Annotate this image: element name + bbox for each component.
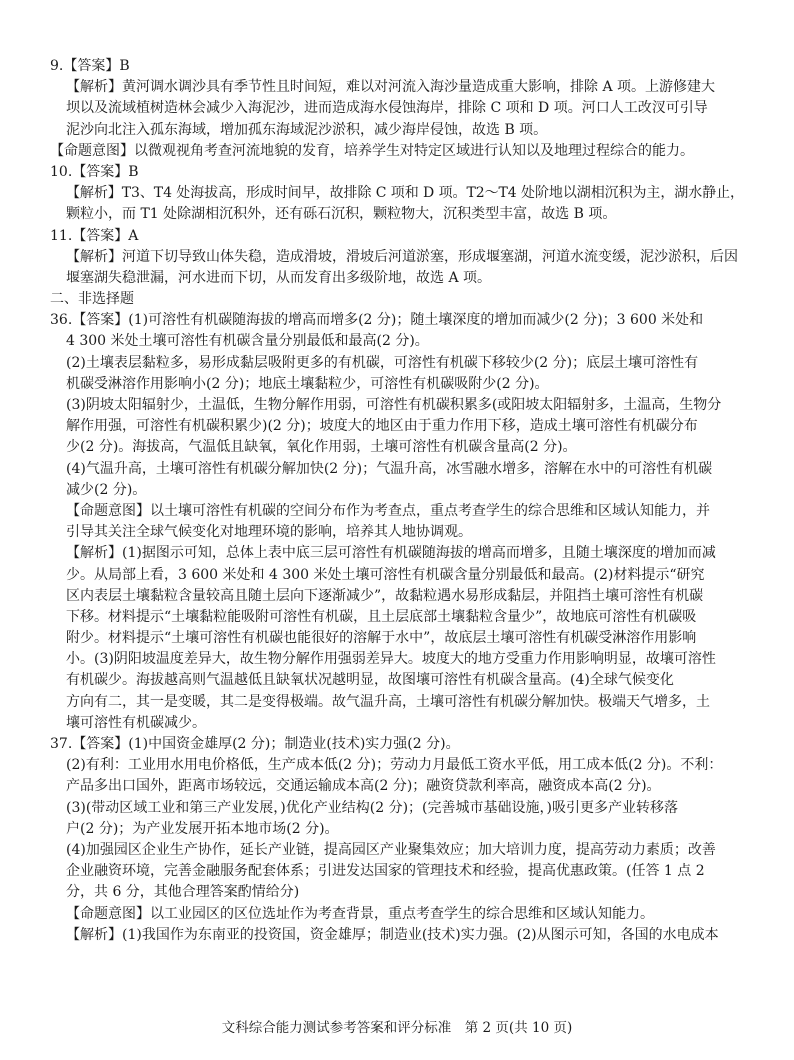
text-line — [0, 247, 794, 268]
line-text: 【解析】T3、T4 处海拔高，形成时间早，故排除 C 项和 D 项。T2～T4 处阶地以湖相沉积为主，湖水静止， — [66, 185, 744, 202]
line-text: 36.【答案】(1)可溶性有机碳随海拔的增高而增多(2 分)；随土壤深度的增加而减少(2 分)；3 600 米处和 — [50, 312, 704, 329]
line-text: 11.【答案】A — [50, 227, 139, 244]
text-line — [0, 56, 794, 77]
line-text: 二、非选择题 — [50, 291, 134, 308]
line-text: 壤可溶性有机碳减少。 — [66, 714, 206, 731]
text-line — [0, 819, 794, 840]
line-text: 泥沙向北注入孤东海域，增加孤东海域泥沙淤积，减少海岸侵蚀，故选 B 项。 — [66, 121, 548, 138]
text-line — [0, 141, 794, 162]
text-line — [0, 798, 794, 819]
text-line — [0, 331, 794, 352]
page-footer: 文科综合能力测试参考答案和评分标准 第 2 页(共 10 页) — [221, 1020, 573, 1036]
line-text: 少。从局部上看，3 600 米处和 4 300 米处土壤可溶性有机碳含量分别最低和最高。(2)材料提示“研究 — [66, 566, 705, 583]
line-text: 【命题意图】以微观视角考查河流地貌的发育，培养学生对特定区域进行认知以及地理过程综合的能力。 — [50, 142, 694, 159]
line-text: 分，共 6 分，其他合理答案酌情给分) — [66, 884, 300, 901]
line-text: 引导其关注全球气候变化对地理环境的影响，培养其人地协调观。 — [66, 524, 472, 541]
line-text: 【解析】(1)我国作为东南亚的投资国，资金雄厚；制造业(技术)实力强。(2)从图示可知，各国的水电成本 — [66, 926, 719, 943]
answer-content — [0, 56, 794, 946]
line-text: 颗粒小，而 T1 处除湖相沉积外，还有砾石沉积，颗粒物大，沉积类型丰富，故选 B 项。 — [66, 206, 617, 223]
line-text: 【命题意图】以土壤可溶性有机碳的空间分布作为考查点，重点考查学生的综合思维和区域认知能力，并 — [66, 502, 710, 519]
line-text: 9.【答案】B — [50, 58, 130, 74]
line-text: 小。(3)阴阳坡温度差异大，故生物分解作用强弱差异大。坡度大的地方受重力作用影响明显，故壤可溶性 — [66, 651, 716, 668]
text-line — [0, 904, 794, 925]
line-text: 堰塞湖失稳泄漏，河水进而下切，从而发育出多级阶地，故选 A 项。 — [66, 269, 492, 286]
text-line — [0, 628, 794, 649]
line-text: (3)(带动区域工业和第三产业发展，)优化产业结构(2 分)；(完善城市基础设施，)吸引更多产业转移落 — [66, 799, 678, 816]
line-text: 附少。材料提示“土壤可溶性有机碳也能很好的溶解于水中”，故底层土壤可溶性有机碳受淋溶作用影响 — [66, 630, 697, 647]
line-text: 解作用强，可溶性有机碳积累少)(2 分)；坡度大的地区由于重力作用下移，造成土壤可溶性有机碳分布 — [66, 418, 698, 435]
text-line — [0, 713, 794, 734]
line-text: 【命题意图】以工业园区的区位选址作为考查背景，重点考查学生的综合思维和区域认知能力。 — [66, 905, 654, 922]
text-line — [0, 776, 794, 797]
text-line — [0, 310, 794, 331]
line-text: (4)气温升高，土壤可溶性有机碳分解加快(2 分)；气温升高，冰雪融水增多，溶解在水中的可溶性有机碳 — [66, 460, 713, 477]
line-text: 机碳受淋溶作用影响小(2 分)；地底土壤黏粒少，可溶性有机碳吸附少(2 分)。 — [66, 375, 549, 392]
text-line — [0, 734, 794, 755]
text-line — [0, 353, 794, 374]
text-line — [0, 670, 794, 691]
text-line — [0, 395, 794, 416]
text-line — [0, 480, 794, 501]
text-line — [0, 226, 794, 247]
text-line — [0, 649, 794, 670]
line-text: (2)土壤表层黏粒多，易形成黏层吸附更多的有机碳，可溶性有机碳下移较少(2 分)；底层土壤可溶性有 — [66, 354, 699, 371]
line-text: 【解析】黄河调水调沙具有季节性且时间短，难以对河流入海沙量造成重大影响，排除 A 项。上游修建大 — [66, 79, 716, 96]
line-text: 企业融资环境，完善金融服务配套体系；引进发达国家的管理技术和经验，提高优惠政策。(任答 1 点 2 — [66, 863, 705, 880]
text-line — [0, 98, 794, 119]
text-line — [0, 522, 794, 543]
text-line — [0, 840, 794, 861]
line-text: 户(2 分)；为产业发展开拓本地市场(2 分)。 — [66, 820, 339, 837]
text-line — [0, 204, 794, 225]
line-text: (4)加强园区企业生产协作，延长产业链，提高园区产业聚集效应；加大培训力度，提高劳动力素质；改善 — [66, 841, 716, 858]
text-line — [0, 861, 794, 882]
line-text: 4 300 米处土壤可溶性有机碳含量分别最低和最高(2 分)。 — [66, 333, 429, 350]
line-text: 减少(2 分)。 — [66, 481, 147, 498]
line-text: 37.【答案】(1)中国资金雄厚(2 分)；制造业(技术)实力强(2 分)。 — [50, 736, 460, 752]
text-line — [0, 416, 794, 437]
line-text: (2)有利：工业用水用电价格低，生产成本低(2 分)；劳动力月最低工资水平低，用工成本低(2 分)。不利： — [66, 757, 723, 774]
text-line — [0, 586, 794, 607]
line-text: 【解析】河道下切导致山体失稳，造成滑坡，滑坡后河道淤塞，形成堰塞湖，河道水流变缓，泥沙淤积，后因 — [66, 248, 738, 265]
text-line — [0, 607, 794, 628]
text-line — [0, 162, 794, 183]
line-text: 区内表层土壤黏粒含量较高且随土层向下逐渐减少”，故黏粒遇水易形成黏层，并阻挡土壤可溶性有机碳 — [66, 587, 704, 604]
text-line — [0, 543, 794, 564]
line-text: 少(2 分)。海拔高，气温低且缺氧，氧化作用弱，土壤可溶性有机碳含量高(2 分)。 — [66, 439, 577, 456]
line-text: (3)阴坡太阳辐射少，土温低，生物分解作用弱，可溶性有机碳积累多(或阳坡太阳辐射多，土温高，生物分 — [66, 397, 722, 413]
line-text: 下移。材料提示“土壤黏粒能吸附可溶性有机碳，且土层底部土壤黏粒含量少”，故地底可溶性有机碳吸 — [66, 608, 697, 625]
text-line — [0, 374, 794, 395]
line-text: 【解析】(1)据图示可知，总体上表中底三层可溶性有机碳随海拔的增高而增多，且随土壤深度的增加而减 — [66, 545, 716, 562]
text-line — [0, 459, 794, 480]
line-text: 坝以及流域植树造林会减少入海泥沙，进而造成海水侵蚀海岸，排除 C 项和 D 项。河口人工改汊可引导 — [66, 100, 708, 117]
line-text: 有机碳少。海拔越高则气温越低且缺氧状况越明显，故图壤可溶性有机碳含量高。(4)全球气候变化 — [66, 672, 674, 689]
text-line — [0, 268, 794, 289]
text-line — [0, 120, 794, 141]
text-line — [0, 565, 794, 586]
text-line — [0, 692, 794, 713]
line-text: 产品多出口国外，距离市场较远，交通运输成本高(2 分)；融资贷款利率高，融资成本高(2 分)。 — [66, 778, 661, 795]
text-line — [0, 183, 794, 204]
text-line — [0, 77, 794, 98]
text-line — [0, 289, 794, 310]
line-text: 10.【答案】B — [50, 163, 139, 180]
text-line — [0, 437, 794, 458]
text-line — [0, 755, 794, 776]
text-line — [0, 501, 794, 522]
text-line — [0, 925, 794, 946]
text-line — [0, 882, 794, 903]
line-text: 方向有二，其一是变暖，其二是变得极端。故气温升高，土壤可溶性有机碳分解加快。极端天气增多，土 — [66, 693, 710, 710]
